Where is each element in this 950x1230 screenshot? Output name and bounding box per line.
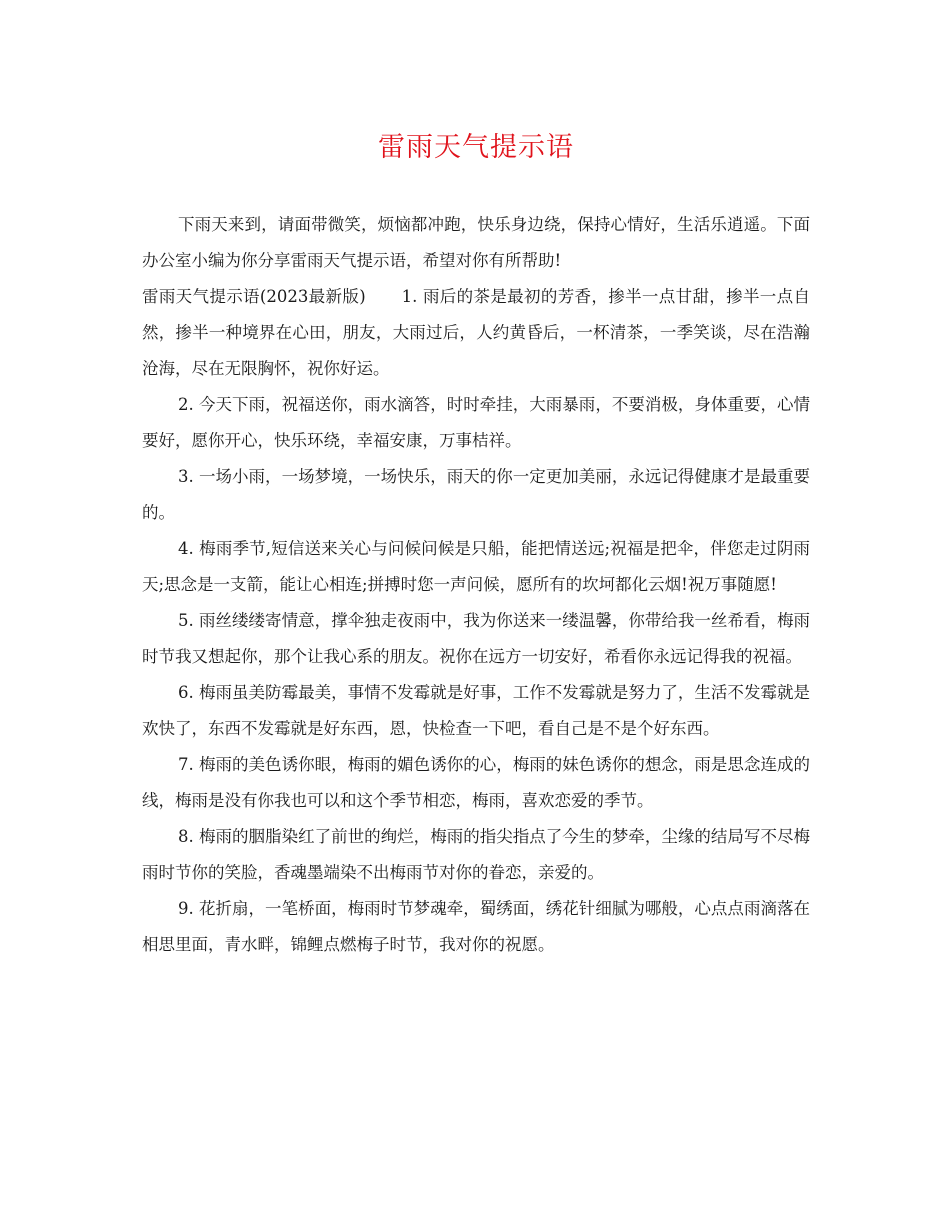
tip-item-3: 3. 一场小雨，一场梦境，一场快乐，雨天的你一定更加美丽，永远记得健康才是最重要的。	[142, 467, 810, 522]
tip-item-9: 9. 花折扇，一笔桥面，梅雨时节梦魂牵，蜀绣面，绣花针细腻为哪般，心点点雨滴落在相思里面，青水畔，锦鲤点燃梅子时节，我对你的祝愿。	[142, 899, 810, 954]
section-paragraph	[142, 279, 810, 387]
tip-item-2: 2. 今天下雨，祝福送你，雨水滴答，时时牵挂，大雨暴雨，不要消极，身体重要，心情要好，愿你开心，快乐环绕，幸福安康，万事桔祥。	[142, 395, 810, 450]
tip-item-4: 4. 梅雨季节,短信送来关心与问候问候是只船，能把情送远;祝福是把伞，伴您走过阴雨天;思念是一支箭，能让心相连;拼搏时您一声问候，愿所有的坎坷都化云烟!祝万事随愿!	[142, 539, 810, 594]
tip-item-7: 7. 梅雨的美色诱你眼，梅雨的媚色诱你的心，梅雨的妹色诱你的想念，雨是思念连成的线，梅雨是没有你我也可以和这个季节相恋，梅雨，喜欢恋爱的季节。	[142, 755, 810, 810]
tip-item-5: 5. 雨丝缕缕寄情意，撑伞独走夜雨中，我为你送来一缕温馨，你带给我一丝希看，梅雨时节我又想起你，那个让我心系的朋友。祝你在远方一切安好，希看你永远记得我的祝福。	[142, 611, 810, 666]
tip-item-6: 6. 梅雨虽美防霉最美，事情不发霉就是好事，工作不发霉就是努力了，生活不发霉就是欢快了，东西不发霉就是好东西，恩，快检查一下吧，看自己是不是个好东西。	[142, 683, 810, 738]
page-title: 雷雨天气提示语	[378, 132, 574, 163]
tip-item-8: 8. 梅雨的胭脂染红了前世的绚烂，梅雨的指尖指点了今生的梦牵，尘缘的结局写不尽梅雨时节你的笑脸，香魂墨端染不出梅雨节对你的眷恋，亲爱的。	[142, 827, 810, 882]
tip-item-1: 1. 雨后的茶是最初的芳香，掺半一点甘甜，掺半一点自然，掺半一种境界在心田，朋友，大雨过后，人约黄昏后，一杯清茶，一季笑谈，尽在浩瀚沧海，尽在无限胸怀，祝你好运。	[142, 287, 810, 378]
section-heading: 雷雨天气提示语(2023最新版)	[142, 287, 366, 306]
document-body	[142, 207, 810, 963]
intro-paragraph: 下雨天来到，请面带微笑，烦恼都冲跑，快乐身边绕，保持心情好，生活乐逍遥。下面办公室小编为你分享雷雨天气提示语，希望对你有所帮助!	[142, 215, 810, 270]
